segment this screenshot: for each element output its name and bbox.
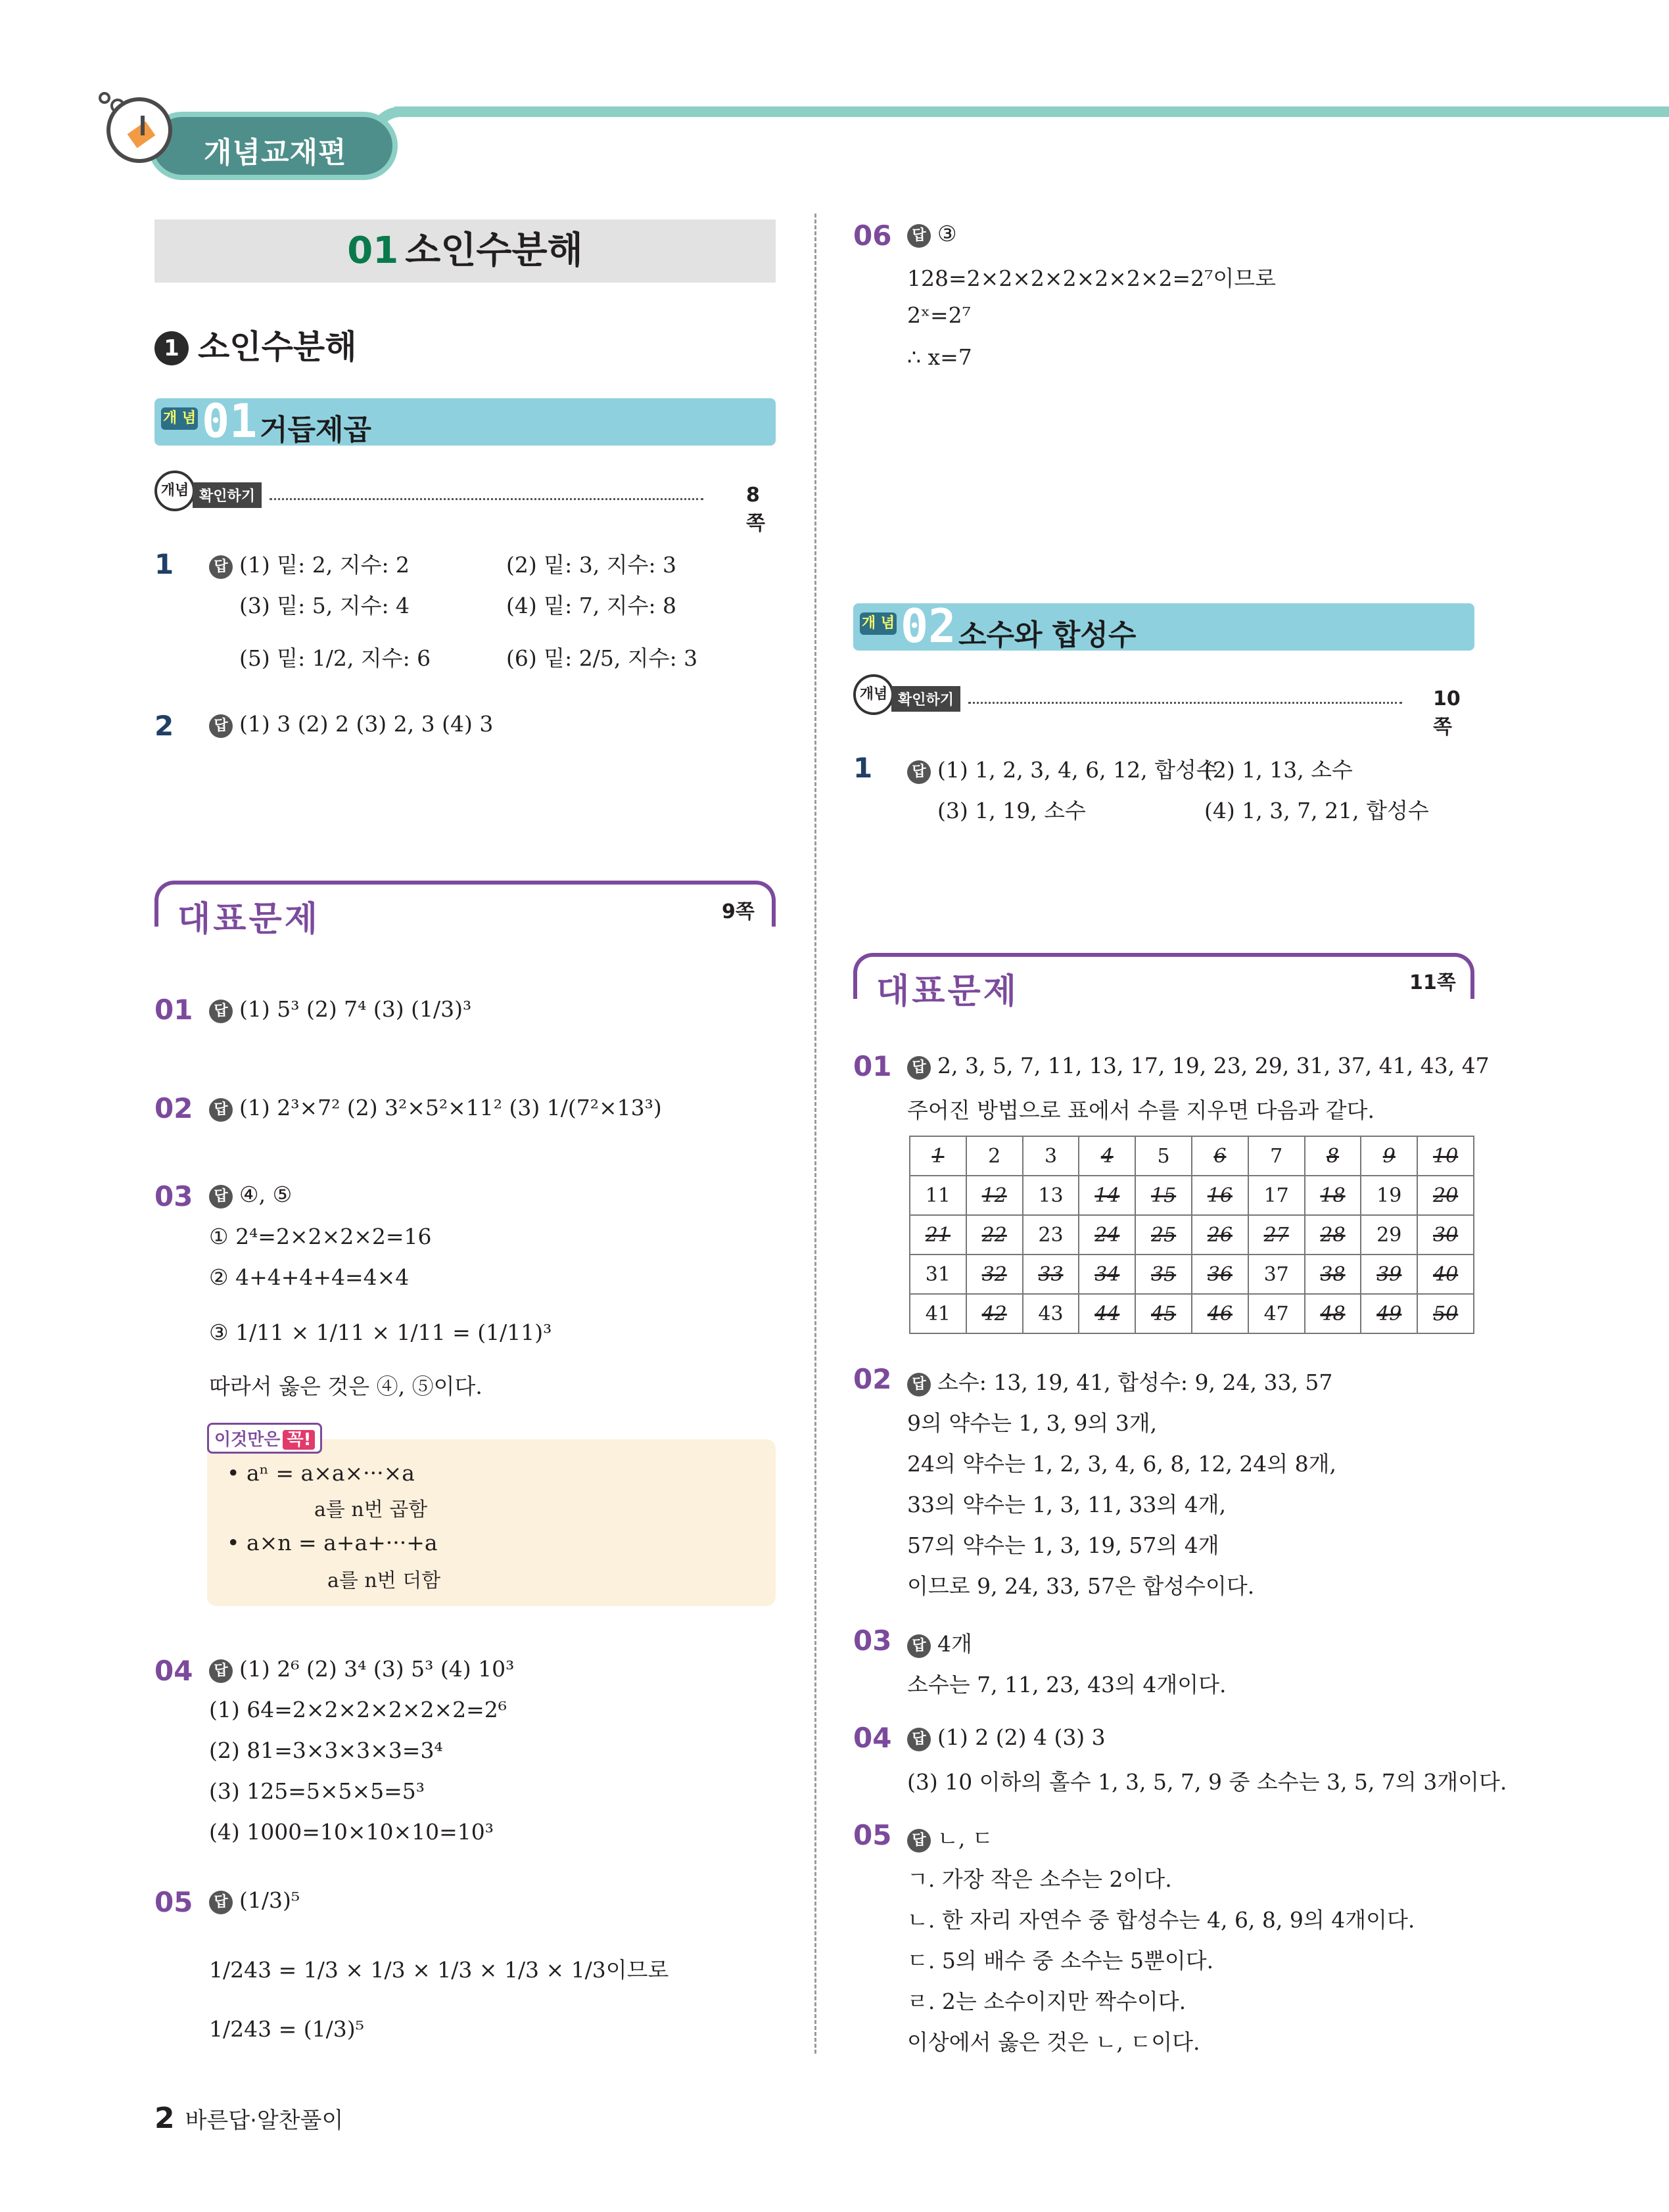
answer-badge-icon: 답 bbox=[907, 1634, 931, 1658]
question-number: 05 bbox=[853, 1819, 892, 1851]
sieve-cell: 22 bbox=[966, 1215, 1023, 1255]
solution-line: (1) 64=2×2×2×2×2×2=2⁶ bbox=[209, 1697, 507, 1722]
sieve-row bbox=[910, 1215, 1474, 1255]
answer-badge-icon: 답 bbox=[907, 1728, 931, 1751]
question-number: 01 bbox=[154, 994, 193, 1026]
answer-badge-icon: 답 bbox=[907, 1829, 931, 1853]
chapter-title-bar bbox=[154, 219, 776, 283]
question-number: 02 bbox=[853, 1363, 892, 1395]
check-header-1 bbox=[154, 471, 776, 535]
concept-number: 01 bbox=[202, 394, 258, 448]
solution-line: ∴ x=7 bbox=[907, 344, 972, 370]
question-number: 1 bbox=[853, 752, 873, 784]
sieve-cell: 5 bbox=[1135, 1136, 1192, 1176]
answer-badge-icon: 답 bbox=[209, 555, 233, 579]
sieve-row bbox=[910, 1136, 1474, 1176]
solution-line: 이므로 9, 24, 33, 57은 합성수이다. bbox=[907, 1573, 1255, 1599]
concept-tag: 개 념 bbox=[161, 407, 198, 430]
sieve-cell: 8 bbox=[1305, 1136, 1361, 1176]
sieve-cell: 15 bbox=[1135, 1176, 1192, 1215]
sieve-cell: 28 bbox=[1305, 1215, 1361, 1255]
question-number: 03 bbox=[853, 1624, 892, 1657]
solution-line: (3) 10 이하의 홀수 1, 3, 5, 7, 9 중 소수는 3, 5, 7의 3개이다. bbox=[907, 1769, 1507, 1795]
concept-tag: 개 념 bbox=[860, 612, 897, 635]
answer-line: 답 ③ bbox=[907, 221, 957, 248]
answer-line: (2) 1, 13, 소수 bbox=[1204, 757, 1353, 783]
solution-line: ③ 1/11 × 1/11 × 1/11 = (1/11)³ bbox=[209, 1320, 552, 1345]
solution-line: 주어진 방법으로 표에서 수를 지우면 다음과 같다. bbox=[907, 1097, 1375, 1123]
sieve-cell: 12 bbox=[966, 1176, 1023, 1215]
sieve-cell: 38 bbox=[1305, 1255, 1361, 1294]
solution-line: 1/243 = 1/3 × 1/3 × 1/3 × 1/3 × 1/3이므로 bbox=[209, 1957, 669, 1983]
concept-bar-01 bbox=[154, 394, 776, 448]
sieve-row bbox=[910, 1255, 1474, 1294]
tip-sub: a를 n번 곱함 bbox=[314, 1498, 428, 1521]
question-number: 02 bbox=[154, 1092, 193, 1124]
solution-line: (3) 125=5×5×5=5³ bbox=[209, 1778, 425, 1804]
answer-badge-icon: 답 bbox=[209, 1891, 233, 1914]
solution-line: ㄹ. 2는 소수이지만 짝수이다. bbox=[907, 1989, 1187, 2014]
sieve-cell: 18 bbox=[1305, 1176, 1361, 1215]
sieve-cell: 26 bbox=[1192, 1215, 1248, 1255]
concept-bar-02 bbox=[853, 599, 1474, 653]
tip-line: • aⁿ = a×a×···×a bbox=[227, 1460, 415, 1486]
sieve-cell: 46 bbox=[1192, 1294, 1248, 1333]
answer-line: 답 (1) 2³×7² (2) 3²×5²×11² (3) 1/(7²×13³) bbox=[209, 1095, 662, 1122]
question-number: 1 bbox=[154, 548, 174, 580]
solution-line: ② 4+4+4+4=4×4 bbox=[209, 1264, 410, 1290]
page-number: 2 bbox=[154, 2102, 175, 2135]
tip-line: • a×n = a+a+···+a bbox=[227, 1530, 438, 1555]
sieve-cell: 50 bbox=[1417, 1294, 1474, 1333]
sieve-cell: 21 bbox=[910, 1215, 966, 1255]
sieve-cell: 42 bbox=[966, 1294, 1023, 1333]
solution-line: 57의 약수는 1, 3, 19, 57의 4개 bbox=[907, 1532, 1219, 1558]
solution-line: 9의 약수는 1, 3, 9의 3개, bbox=[907, 1410, 1158, 1436]
question-number: 06 bbox=[853, 219, 892, 252]
section-heading bbox=[154, 321, 357, 368]
solution-line: 33의 약수는 1, 3, 11, 33의 4개, bbox=[907, 1492, 1227, 1517]
sieve-cell: 17 bbox=[1248, 1176, 1305, 1215]
sieve-row bbox=[910, 1176, 1474, 1215]
solution-line: 이상에서 옳은 것은 ㄴ, ㄷ이다. bbox=[907, 2029, 1200, 2055]
answer-line: 답 (1/3)⁵ bbox=[209, 1887, 300, 1914]
answer-line: 답 2, 3, 5, 7, 11, 13, 17, 19, 23, 29, 31, 37, 41, 43, 47 bbox=[907, 1053, 1490, 1080]
sieve-row bbox=[910, 1294, 1474, 1333]
answer-line: (2) 밑: 3, 지수: 3 bbox=[506, 552, 677, 578]
solution-line: 1/243 = (1/3)⁵ bbox=[209, 2016, 364, 2042]
solution-line: ㄴ. 한 자리 자연수 중 합성수는 4, 6, 8, 9의 4개이다. bbox=[907, 1907, 1415, 1933]
sieve-cell: 2 bbox=[966, 1136, 1023, 1176]
sieve-cell: 49 bbox=[1361, 1294, 1417, 1333]
column-divider bbox=[814, 214, 816, 2054]
sieve-cell: 9 bbox=[1361, 1136, 1417, 1176]
sieve-cell: 39 bbox=[1361, 1255, 1417, 1294]
question-number: 04 bbox=[154, 1655, 193, 1687]
sieve-cell: 24 bbox=[1079, 1215, 1135, 1255]
answer-line: (4) 1, 3, 7, 21, 합성수 bbox=[1204, 798, 1429, 823]
answer-line: 답 (1) 1, 2, 3, 4, 6, 12, 합성수 bbox=[907, 753, 1217, 784]
solution-line: ㄷ. 5의 배수 중 소수는 5뿐이다. bbox=[907, 1948, 1214, 1973]
sieve-cell: 35 bbox=[1135, 1255, 1192, 1294]
sieve-cell: 25 bbox=[1135, 1215, 1192, 1255]
section-number: 1 bbox=[154, 331, 189, 365]
sieve-cell: 6 bbox=[1192, 1136, 1248, 1176]
sieve-cell: 11 bbox=[910, 1176, 966, 1215]
answer-line: 답 소수: 13, 19, 41, 합성수: 9, 24, 33, 57 bbox=[907, 1366, 1332, 1396]
answer-line: 답 (1) 2 (2) 4 (3) 3 bbox=[907, 1724, 1106, 1751]
sieve-cell: 31 bbox=[910, 1255, 966, 1294]
check-label: 확인하기 bbox=[891, 686, 960, 712]
check-circle: 개념 bbox=[853, 674, 894, 715]
concept-title: 거듭제곱 bbox=[260, 413, 372, 447]
sieve-cell: 33 bbox=[1023, 1255, 1079, 1294]
answer-badge-icon: 답 bbox=[907, 224, 931, 248]
sieve-cell: 13 bbox=[1023, 1176, 1079, 1215]
check-circle: 개념 bbox=[154, 471, 195, 511]
rep-title: 대표문제 bbox=[177, 900, 320, 939]
sieve-cell: 44 bbox=[1079, 1294, 1135, 1333]
tip-tag: 이것만은 꼭! bbox=[207, 1423, 322, 1454]
question-number: 01 bbox=[853, 1050, 892, 1082]
sieve-cell: 4 bbox=[1079, 1136, 1135, 1176]
answer-badge-icon: 답 bbox=[209, 1000, 233, 1023]
question-number: 03 bbox=[154, 1180, 193, 1212]
solution-line: (2) 81=3×3×3×3=3⁴ bbox=[209, 1738, 443, 1763]
concept-title: 소수와 합성수 bbox=[958, 618, 1137, 652]
answer-line: (3) 1, 19, 소수 bbox=[937, 798, 1086, 823]
sieve-cell: 32 bbox=[966, 1255, 1023, 1294]
rep-page: 9쪽 bbox=[722, 900, 755, 923]
solution-line: 2ˣ=2⁷ bbox=[907, 302, 971, 328]
answer-line: (6) 밑: 2/5, 지수: 3 bbox=[506, 645, 698, 671]
decor-ring-icon bbox=[99, 92, 110, 104]
check-page: 10쪽 bbox=[1433, 687, 1461, 739]
solution-line: ① 2⁴=2×2×2×2=16 bbox=[209, 1224, 432, 1249]
chapter-number: 01 bbox=[347, 229, 399, 272]
sieve-cell: 20 bbox=[1417, 1176, 1474, 1215]
sieve-cell: 16 bbox=[1192, 1176, 1248, 1215]
sieve-cell: 7 bbox=[1248, 1136, 1305, 1176]
answer-line: 답 (1) 3 (2) 2 (3) 2, 3 (4) 3 bbox=[209, 711, 493, 738]
rep-title: 대표문제 bbox=[876, 972, 1019, 1011]
check-label: 확인하기 bbox=[193, 482, 262, 508]
sieve-cell: 34 bbox=[1079, 1255, 1135, 1294]
question-number: 04 bbox=[853, 1722, 892, 1754]
solution-line: (4) 1000=10×10×10=10³ bbox=[209, 1819, 494, 1845]
dotted-leader bbox=[968, 702, 1402, 704]
sieve-cell: 30 bbox=[1417, 1215, 1474, 1255]
check-page: 8쪽 bbox=[746, 484, 765, 535]
dotted-leader bbox=[270, 498, 703, 500]
sieve-cell: 47 bbox=[1248, 1294, 1305, 1333]
solution-line: ㄱ. 가장 작은 소수는 2이다. bbox=[907, 1866, 1172, 1892]
answer-badge-icon: 답 bbox=[209, 1659, 233, 1683]
page-footer bbox=[154, 2102, 343, 2135]
sieve-cell: 37 bbox=[1248, 1255, 1305, 1294]
section-title: 소인수분해 bbox=[198, 328, 357, 366]
answer-line: (4) 밑: 7, 지수: 8 bbox=[506, 593, 677, 618]
sieve-cell: 27 bbox=[1248, 1215, 1305, 1255]
answer-badge-icon: 답 bbox=[209, 1185, 233, 1209]
solution-line: 128=2×2×2×2×2×2×2=2⁷이므로 bbox=[907, 265, 1277, 291]
solution-line: 따라서 옳은 것은 ④, ⑤이다. bbox=[209, 1373, 482, 1399]
sieve-table bbox=[909, 1136, 1474, 1334]
answer-badge-icon: 답 bbox=[907, 1373, 931, 1396]
book-title: 바른답·알찬풀이 bbox=[185, 2108, 344, 2134]
sieve-cell: 43 bbox=[1023, 1294, 1079, 1333]
sieve-cell: 1 bbox=[910, 1136, 966, 1176]
sieve-cell: 3 bbox=[1023, 1136, 1079, 1176]
answer-line: 답 4개 bbox=[907, 1627, 972, 1658]
sieve-cell: 23 bbox=[1023, 1215, 1079, 1255]
solution-line: 24의 약수는 1, 2, 3, 4, 6, 8, 12, 24의 8개, bbox=[907, 1451, 1337, 1477]
answer-line: 답 ④, ⑤ bbox=[209, 1182, 292, 1209]
header-band bbox=[394, 106, 1669, 117]
answer-badge-icon: 답 bbox=[209, 1098, 233, 1122]
answer-line: (5) 밑: 1/2, 지수: 6 bbox=[239, 645, 431, 671]
sieve-cell: 10 bbox=[1417, 1136, 1474, 1176]
question-number: 05 bbox=[154, 1886, 193, 1918]
answer-badge-icon: 답 bbox=[209, 714, 233, 738]
sieve-cell: 14 bbox=[1079, 1176, 1135, 1215]
clock-icon bbox=[106, 97, 172, 163]
question-number: 2 bbox=[154, 710, 174, 742]
section-tab-label: 개념교재편 bbox=[204, 136, 347, 170]
answer-badge-icon: 답 bbox=[907, 760, 931, 784]
sieve-cell: 45 bbox=[1135, 1294, 1192, 1333]
sieve-cell: 36 bbox=[1192, 1255, 1248, 1294]
answer-line: 답 ㄴ, ㄷ bbox=[907, 1822, 993, 1853]
answer-line: 답 (1) 2⁶ (2) 3⁴ (3) 5³ (4) 10³ bbox=[209, 1656, 514, 1683]
concept-number: 02 bbox=[901, 599, 956, 653]
check-header-2 bbox=[853, 674, 1474, 739]
sieve-cell: 40 bbox=[1417, 1255, 1474, 1294]
answer-badge-icon: 답 bbox=[907, 1056, 931, 1080]
answer-line: (3) 밑: 5, 지수: 4 bbox=[239, 593, 410, 618]
sieve-cell: 19 bbox=[1361, 1176, 1417, 1215]
rep-page: 11쪽 bbox=[1409, 971, 1456, 994]
answer-line: 답 (1) 5³ (2) 7⁴ (3) (1/3)³ bbox=[209, 996, 471, 1023]
answer-line: 답 (1) 밑: 2, 지수: 2 bbox=[209, 548, 410, 579]
sieve-cell: 29 bbox=[1361, 1215, 1417, 1255]
tip-sub: a를 n번 더함 bbox=[327, 1569, 441, 1592]
chapter-title: 소인수분해 bbox=[405, 229, 583, 272]
sieve-cell: 48 bbox=[1305, 1294, 1361, 1333]
solution-line: 소수는 7, 11, 23, 43의 4개이다. bbox=[907, 1672, 1227, 1697]
sieve-cell: 41 bbox=[910, 1294, 966, 1333]
